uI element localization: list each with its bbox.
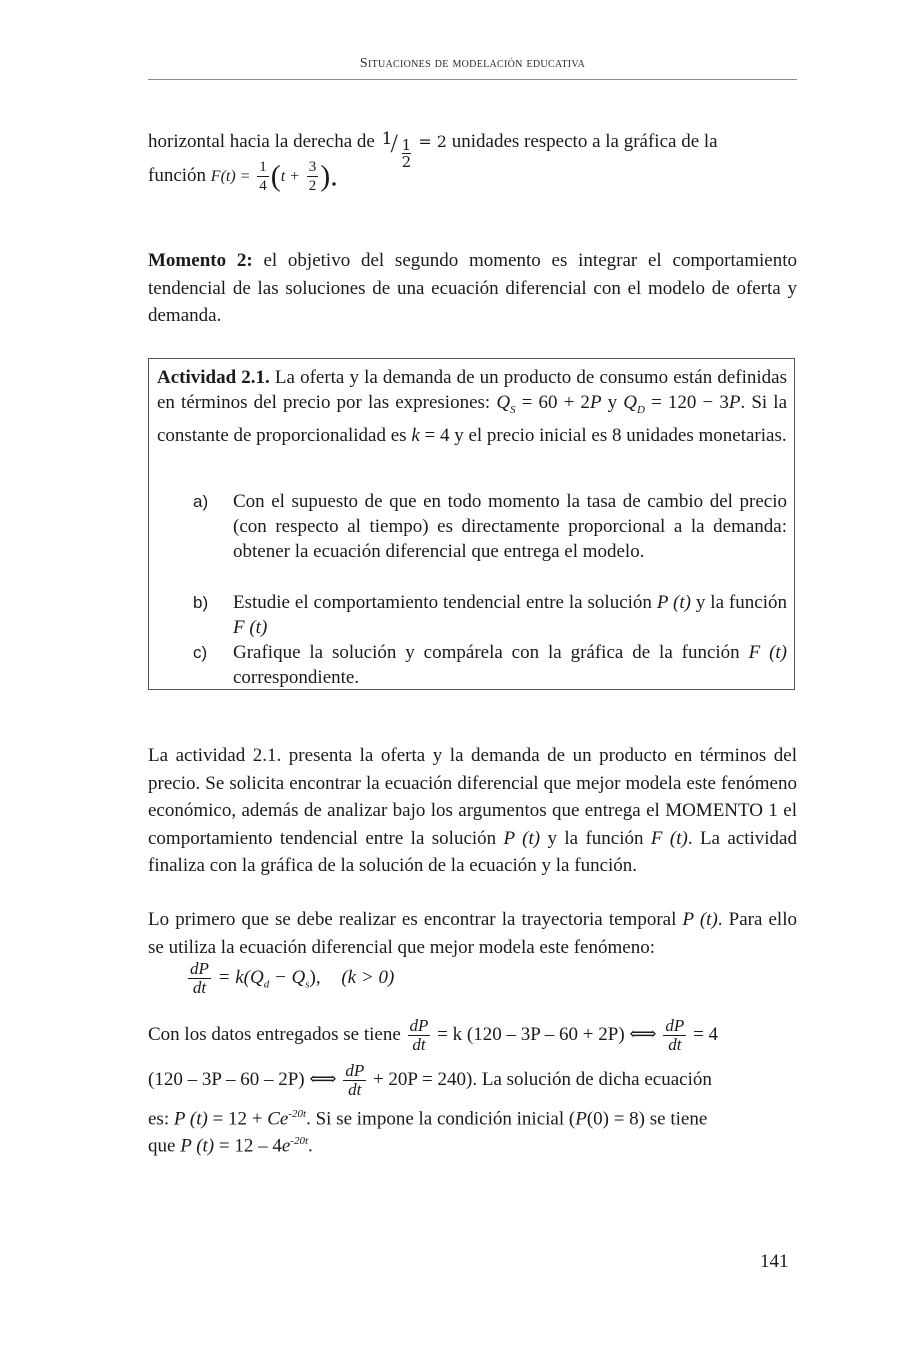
body-paragraph-1: La actividad 2.1. presenta la oferta y la demanda de un producto en términos del precio. Se solicita encontrar la ecuación diferencial que mejor modela este fenómeno económico, además de analizar bajo los argumentos que entrega el MOMENTO 1 el comportamiento tendencial entre la solución P (t) y la función F (t). La actividad finaliza con la gráfica de la solución de la ecuación y la función. <box>148 745 797 876</box>
momento-2-label: Momento 2: <box>148 250 253 271</box>
solution-line: es: P $(t) = 12 + Ce^{-20t}$. Si se impone la condición inicial (P(0) = 8) se tiene <box>148 1108 708 1130</box>
fraction-one-quarter: $\frac{1}{4}$ <box>259 159 267 194</box>
body-paragraph-2: Lo primero que se debe realizar es encontrar la trayectoria temporal P (t). Para ello se utiliza la ecuación diferencial que mejor modela este fenómeno: <box>148 909 797 958</box>
fraction-dp-dt: $\frac{dP}{dt}$ <box>190 959 209 997</box>
equation-differential-model: $\frac{dP}{dt}$ = $k(Q_d - Q_s)$, (k > 0) <box>190 959 395 997</box>
header-divider <box>148 79 797 80</box>
list-item-b: b) Estudie el comportamiento tendencial entre la solución P (t) y la función F (t) <box>193 592 787 638</box>
fraction-dp-dt: $\frac{dP}{dt}$ <box>665 1016 685 1054</box>
particular-solution-line: que P $(t) = 12 - 4e^{-20t}$. <box>148 1135 313 1157</box>
intro-line-1: horizontal hacia la derecha de 1 / 1 2 = 2 unidades respecto a la gráfica de la <box>148 129 718 171</box>
momento-2-paragraph: Momento 2: el objetivo del segundo momento es integrar el comportamiento tendencial de las soluciones de una ecuación diferencial con el modelo de oferta y demanda. <box>148 250 797 326</box>
list-item-a: a) Con el supuesto de que en todo momento la tasa de cambio del precio (con respecto al tiempo) es directamente proporcional a la demanda: obtener la ecuación diferencial que entrega el modelo. <box>193 491 787 562</box>
equation-line-2: (120 – 3P – 60 – 2P) ⟺ $\frac{dP}{dt}$ + 20P = 240). La solución de dicha ecuación <box>148 1061 712 1099</box>
actividad-box <box>148 358 795 690</box>
equation-line-1: Con los datos entregados se tiene $\frac{dP}{dt}$ = k (120 – 3P – 60 + 2P) ⟺ $\frac{dP}{dt}$ = 4 <box>148 1016 719 1054</box>
fraction-dp-dt: $\frac{dP}{dt}$ <box>345 1061 365 1099</box>
running-header: Situaciones de modelación educativa <box>359 56 586 71</box>
actividad-label: Actividad 2.1. <box>157 367 270 388</box>
list-item-c: c) Grafique la solución y compárela con la gráfica de la función F (t) correspondiente. <box>193 642 788 688</box>
fraction-dp-dt: $\frac{dP}{dt}$ <box>409 1016 429 1054</box>
nested-fraction: 1 / 1 2 <box>381 129 412 171</box>
intro-line-2: función F(t) = $\frac{1}{4}$ (t + $\frac{3}{2}$ ). <box>148 159 338 194</box>
actividad-intro: Actividad 2.1. La oferta y la demanda de un producto de consumo están definidas en términos del precio por las expresiones: $Q_S = 60 + 2P$ y $Q_D = 120 - 3P$. Si la constante de proporcionalidad es k = 4 y el precio inicial es 8 unidades monetarias. <box>157 367 788 446</box>
page-number: 141 <box>760 1251 789 1272</box>
fraction-three-halves: $\frac{3}{2}$ <box>308 159 317 194</box>
